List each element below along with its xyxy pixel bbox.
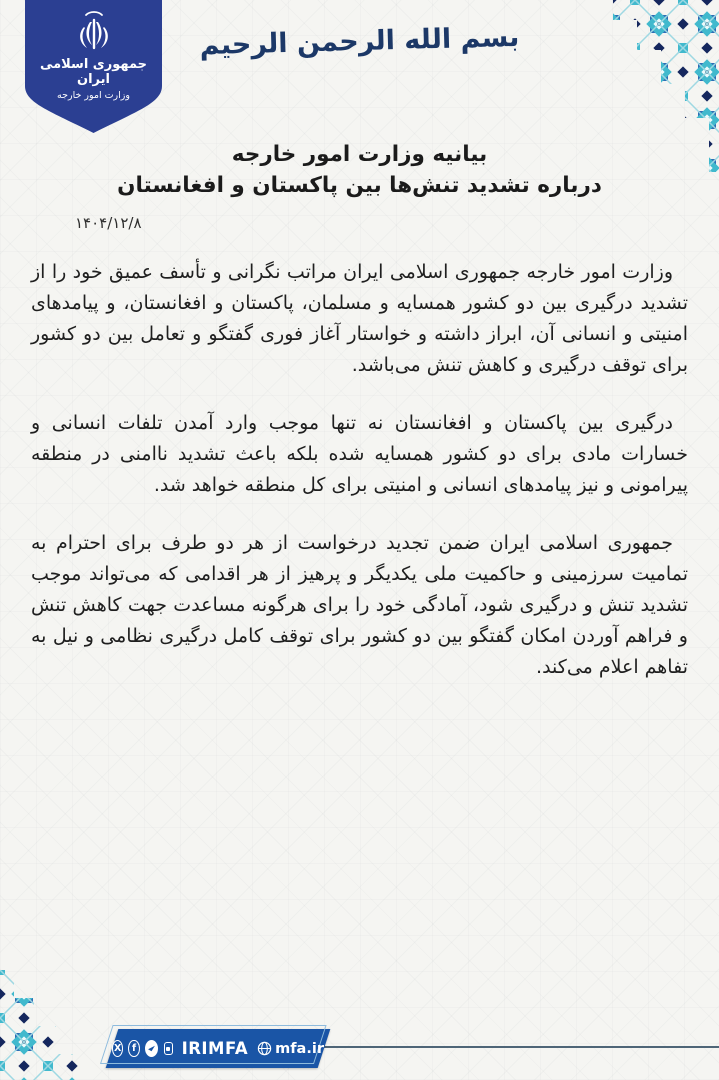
instagram-icon[interactable] [164,1042,173,1055]
paragraph-3: جمهوری اسلامی ایران ضمن تجدید درخواست از هر دو طرف برای احترام به تمامیت سرزمینی و حاکمیت ملی یکدیگر و پرهیز از هر اقدامی که می‌تواند موجب تشدید تنش و درگیری شود، آمادگی خود را برای هرگونه مساعدت جهت کاهش تنش و فراهم آوردن امکان گفتگو بین دو کشور برای توقف کامل درگیری نظامی و نیل به تفاهم اعلام می‌کند. [31,532,688,678]
website-link[interactable] [257,1041,324,1057]
facebook-icon[interactable]: f [128,1040,139,1057]
footer-social-banner [106,1029,331,1068]
footer-divider-line [322,1046,719,1048]
eitaa-bird-glyph [146,1043,157,1054]
paragraph-2: درگیری بین پاکستان و افغانستان نه تنها موجب وارد آمدن تلفات انسانی و خسارات مادی برای دو کشور همسایه شده بلکه باعث تشدید ناامنی در منطقه پیرامونی و نیز پیامدهای انسانی و امنیتی برای کل منطقه خواهد شد. [31,412,688,496]
badge-ministry-name: وزارت امور خارجه [57,90,130,101]
social-handle: IRIMFA [181,1039,249,1058]
x-icon[interactable]: X [112,1040,123,1057]
statement-body [31,257,688,710]
ministry-badge [25,0,162,134]
globe-icon [257,1041,272,1056]
statement-title [0,139,719,201]
corner-mosaic-bottom-left-icon [0,970,100,1080]
paragraph-1: وزارت امور خارجه جمهوری اسلامی ایران مراتب نگرانی و تأسف عمیق خود را از تشدید درگیری بین دو کشور همسایه و مسلمان، پاکستان و افغانستان، و پیامدهای امنیتی و انسانی آن، ابراز داشته و خواستار آغاز فوری گفتگو و تعامل بین دو کشور برای توقف درگیری و کاهش تنش می‌باشد. [31,261,688,376]
website-url: mfa.ir [275,1040,324,1057]
bismillah-calligraphy: بسم الله الرحمن الرحیم [199,21,520,62]
title-line-2: درباره تشدید تنش‌ها بین پاکستان و افغانستان [117,173,602,198]
statement-date: ۱۴۰۴/۱۲/۸ [75,214,142,232]
badge-org-name: جمهوری اسلامی ایران [39,57,148,87]
eitaa-icon[interactable] [145,1040,158,1057]
title-line-1: بیانیه وزارت امور خارجه [231,142,488,167]
